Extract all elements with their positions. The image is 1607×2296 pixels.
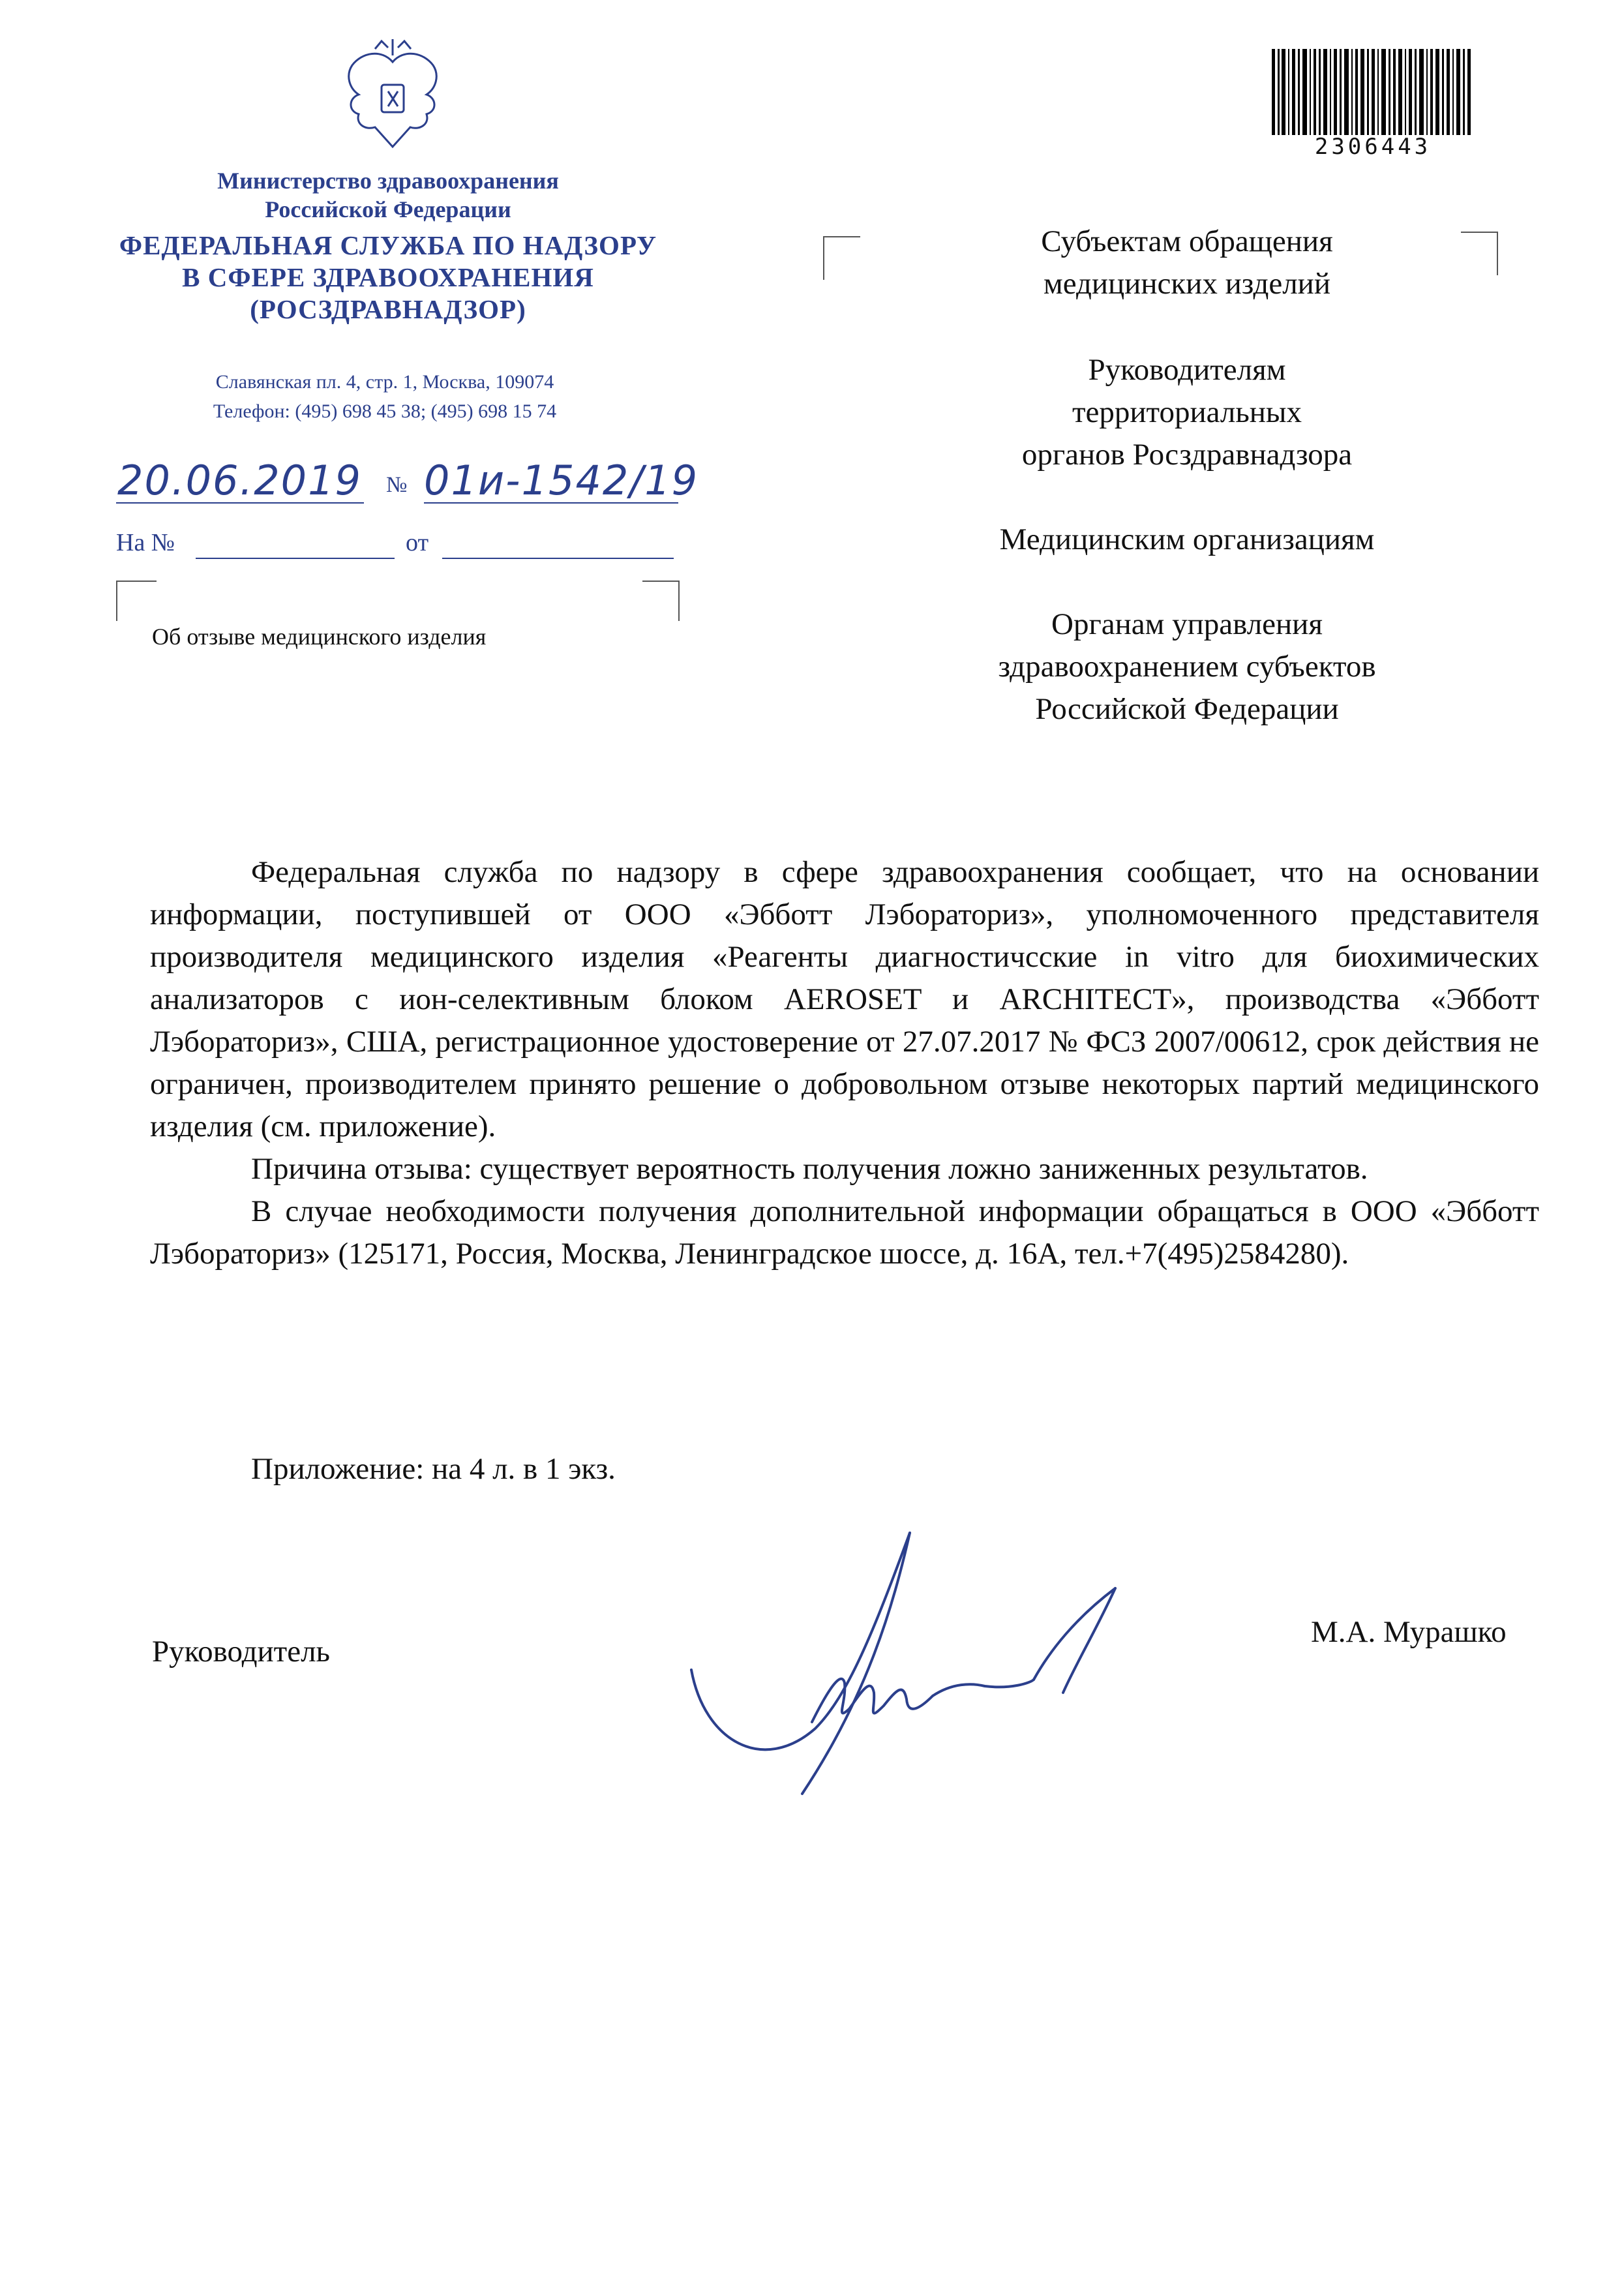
addressee-line: Руководителям xyxy=(1088,353,1286,387)
ministry-line1: Министерство здравоохранения xyxy=(217,168,559,194)
reference-date-line xyxy=(442,558,674,559)
signer-name: М.А. Мурашко xyxy=(1311,1615,1507,1649)
addressee-group-3 xyxy=(900,519,1474,561)
coat-of-arms-icon xyxy=(336,36,450,157)
addressee-line: Российской Федерации xyxy=(1035,692,1339,726)
letter-body xyxy=(150,851,1539,1275)
addressee-group-4 xyxy=(900,603,1474,731)
subject-corner-right xyxy=(642,581,680,621)
body-paragraph-1: Федеральная служба по надзору в сфере здравоохранения сообщает, что на основании информации, поступившей от ООО «Эбботт Лэбораториз», уполномоченного представителя производителя медицинского изделия «Реагенты диагностичсские in vitro для биохимических анализаторов с ион-селективным блоком AEROSET и ARCHITECT», производства «Эбботт Лэбораториз», США, регистрационное удостоверение от 27.07.2017 № ФСЗ 2007/00612, срок действия не ограничен, производителем принято решение о добровольном отзыве некоторых партий медицинского изделия (см. приложение). xyxy=(150,855,1539,1143)
addressee-line: Органам управления xyxy=(1051,607,1323,641)
addressee-line: органов Росздравнадзора xyxy=(1021,438,1353,472)
service-line3: (РОСЗДРАВНАДЗОР) xyxy=(250,294,526,324)
letterhead-address xyxy=(111,367,659,426)
signer-title: Руководитель xyxy=(152,1635,330,1669)
addressee-group-1 xyxy=(900,220,1474,305)
ministry-name xyxy=(117,166,659,224)
registration-number: 01и-1542/19 xyxy=(424,457,699,504)
ministry-line2: Российской Федерации xyxy=(265,196,511,222)
barcode-number: 2306443 xyxy=(1314,134,1432,160)
reference-number-line xyxy=(196,558,395,559)
attachment-note: Приложение: на 4 л. в 1 экз. xyxy=(251,1452,616,1486)
service-name xyxy=(98,230,678,325)
body-paragraph-3: В случае необходимости получения дополнительной информации обращаться в ООО «Эбботт Лэбораториз» (125171, Россия, Москва, Ленинградское шоссе, д. 16А, тел.+7(495)2584280). xyxy=(150,1194,1539,1271)
body-paragraph-2: Причина отзыва: существует вероятность получения ложно заниженных результатов. xyxy=(251,1152,1368,1186)
registration-date: 20.06.2019 xyxy=(117,457,362,504)
reference-from-label: от xyxy=(406,529,429,556)
service-line2: В СФЕРЕ ЗДРАВООХРАНЕНИЯ xyxy=(182,262,594,292)
addressee-line: территориальных xyxy=(1072,395,1302,429)
subject-corner-left xyxy=(116,581,157,621)
registration-number-label: № xyxy=(386,473,408,497)
addressee-corner-left xyxy=(823,236,860,280)
address-line: Славянская пл. 4, стр. 1, Москва, 109074 xyxy=(215,371,554,393)
addressee-line: Субъектам обращения xyxy=(1041,224,1333,258)
service-line1: ФЕДЕРАЛЬНАЯ СЛУЖБА ПО НАДЗОРУ xyxy=(119,230,657,260)
handwritten-signature-icon xyxy=(678,1526,1135,1807)
addressee-group-2 xyxy=(900,349,1474,476)
number-underline xyxy=(424,502,678,504)
reference-label: На № xyxy=(116,529,175,556)
addressee-line: Медицинским организациям xyxy=(999,522,1375,556)
addressee-line: медицинских изделий xyxy=(1043,267,1330,301)
addressee-line: здравоохранением субъектов xyxy=(998,650,1376,684)
date-underline xyxy=(116,502,364,504)
barcode-icon xyxy=(1272,49,1471,135)
letter-subject: Об отзыве медицинского изделия xyxy=(152,624,487,650)
phone-line: Телефон: (495) 698 45 38; (495) 698 15 74 xyxy=(213,400,557,422)
